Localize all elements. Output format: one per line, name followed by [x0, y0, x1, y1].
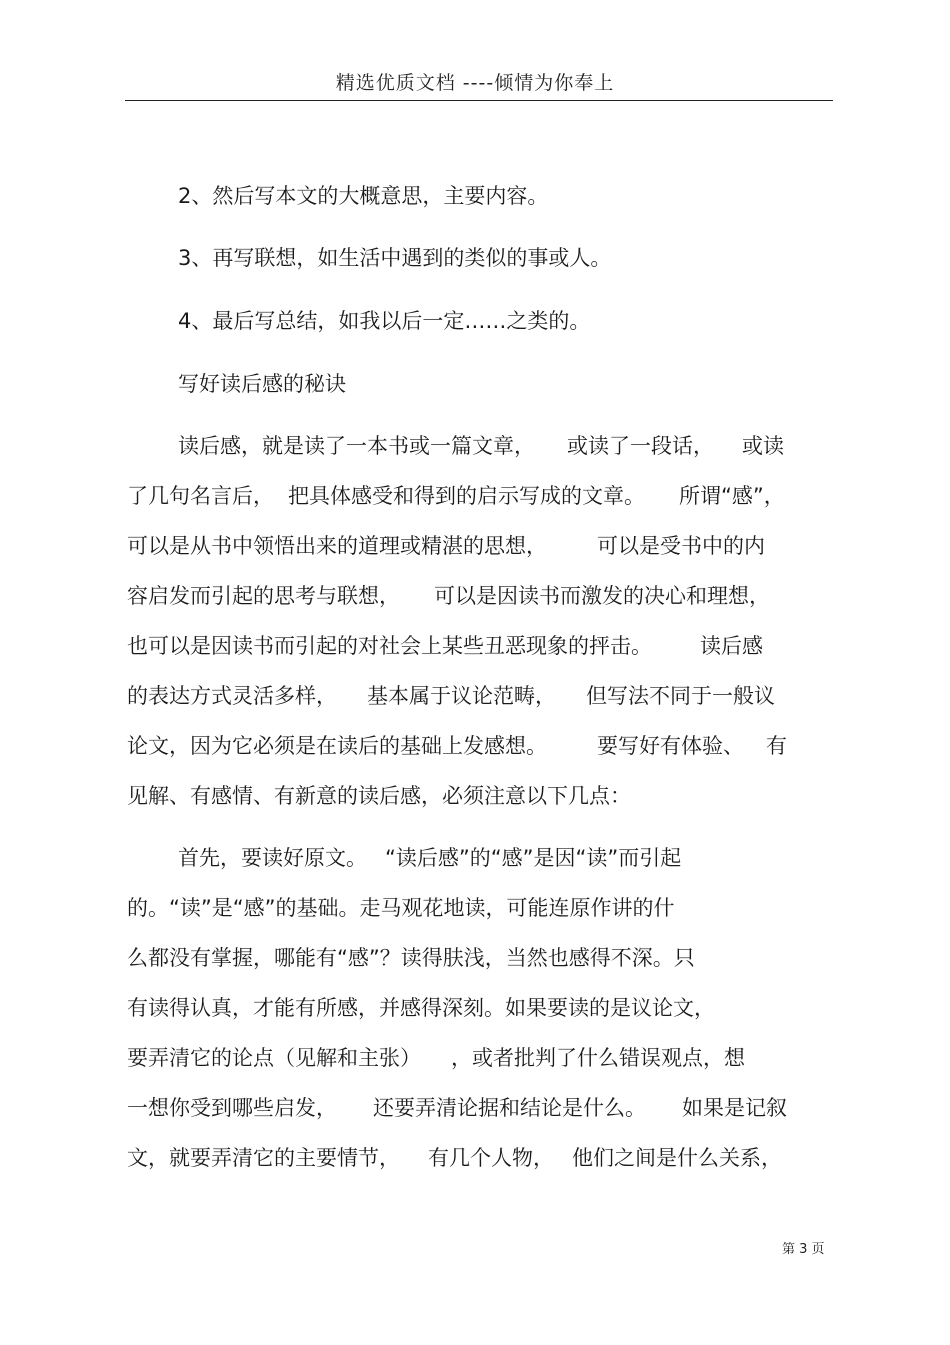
- step-2: 2、然后写本文的大概意思，主要内容。: [178, 184, 549, 208]
- para2-line-6: [127, 1094, 787, 1122]
- para2-line-2-seg-1: 的。“读”是“感”的基础。走马观花地读，可能连原作讲的什: [127, 896, 675, 920]
- para1-line-1: [178, 432, 784, 460]
- para1-line-2-seg-1: 了几句名言后，: [127, 484, 274, 508]
- para2-line-7-seg-1: 文，就要弄清它的主要情节，: [127, 1146, 400, 1170]
- para1-line-7-seg-3: 有: [766, 734, 787, 758]
- para1-line-5: [127, 632, 763, 660]
- para1-line-3-seg-1: 可以是从书中领悟出来的道理或精湛的思想，: [127, 534, 547, 558]
- para1-line-2: [127, 482, 785, 510]
- para1-line-3: [127, 532, 765, 560]
- step-3: 3、再写联想，如生活中遇到的类似的事或人。: [178, 246, 612, 270]
- para1-line-7-seg-2: 要写好有体验、: [597, 734, 744, 758]
- page-header: 精选优质文档 ----倾情为你奉上: [335, 72, 615, 94]
- section-title: 写好读后感的秘诀: [178, 372, 346, 396]
- para1-line-1-seg-3: 或读: [742, 434, 784, 458]
- para1-line-2-seg-3: 所谓“感”，: [679, 484, 785, 508]
- para1-line-1-seg-2: 或读了一段话，: [567, 434, 714, 458]
- para2-line-7: [127, 1144, 782, 1172]
- para1-line-6-seg-2: 基本属于议论范畴，: [367, 684, 556, 708]
- para2-line-5: [127, 1044, 745, 1072]
- para1-line-6-seg-1: 的表达方式灵活多样，: [127, 684, 337, 708]
- para2-line-6-seg-2: 还要弄清论据和结论是什么。: [373, 1096, 646, 1120]
- para1-line-7-seg-1: 论文，因为它必须是在读后的基础上发感想。: [127, 734, 547, 758]
- para2-line-4-seg-1: 有读得认真，才能有所感，并感得深刻。如果要读的是议论文，: [127, 996, 715, 1020]
- para1-line-6-seg-3: 但写法不同于一般议: [586, 684, 775, 708]
- para2-line-1-seg-1: 首先，要读好原文。: [178, 846, 367, 870]
- para1-line-2-seg-2: 把具体感受和得到的启示写成的文章。: [288, 484, 645, 508]
- para1-line-6: [127, 682, 775, 710]
- para1-line-1-seg-1: 读后感，就是读了一本书或一篇文章，: [178, 434, 535, 458]
- page-number: 第 3 页: [782, 1242, 825, 1257]
- para2-line-3-seg-1: 么都没有掌握，哪能有“感”？读得肤浅，当然也感得不深。只: [127, 946, 695, 970]
- para2-line-1-seg-2: “读后感”的“感”是因“读”而引起: [385, 846, 682, 870]
- para1-line-3-seg-2: 可以是受书中的内: [597, 534, 765, 558]
- para1-line-4: [127, 582, 770, 610]
- para2-line-2: [127, 894, 675, 922]
- para1-line-4-seg-2: 可以是因读书而激发的决心和理想，: [434, 584, 770, 608]
- para2-line-1: [178, 844, 681, 872]
- para2-line-5-seg-1: 要弄清它的论点（见解和主张）: [127, 1046, 421, 1070]
- para2-line-3: [127, 944, 695, 972]
- para1-line-7: [127, 732, 787, 760]
- para1-line-5-seg-2: 读后感: [700, 634, 763, 658]
- para2-line-4: [127, 994, 715, 1022]
- para1-line-4-seg-1: 容启发而引起的思考与联想，: [127, 584, 400, 608]
- para2-line-7-seg-2: 有几个人物，: [428, 1146, 554, 1170]
- para2-line-6-seg-1: 一想你受到哪些启发，: [127, 1096, 337, 1120]
- para1-line-8-seg-1: 见解、有感情、有新意的读后感，必须注意以下几点：: [127, 784, 631, 808]
- para2-line-5-seg-2: ，或者批判了什么错误观点，想: [451, 1046, 745, 1070]
- para1-line-5-seg-1: 也可以是因读书而引起的对社会上某些丑恶现象的抨击。: [127, 634, 652, 658]
- para2-line-6-seg-3: 如果是记叙: [682, 1096, 787, 1120]
- para1-line-8: [127, 782, 631, 810]
- para2-line-7-seg-3: 他们之间是什么关系，: [572, 1146, 782, 1170]
- header-divider: [125, 100, 833, 101]
- step-4: 4、最后写总结，如我以后一定……之类的。: [178, 309, 591, 333]
